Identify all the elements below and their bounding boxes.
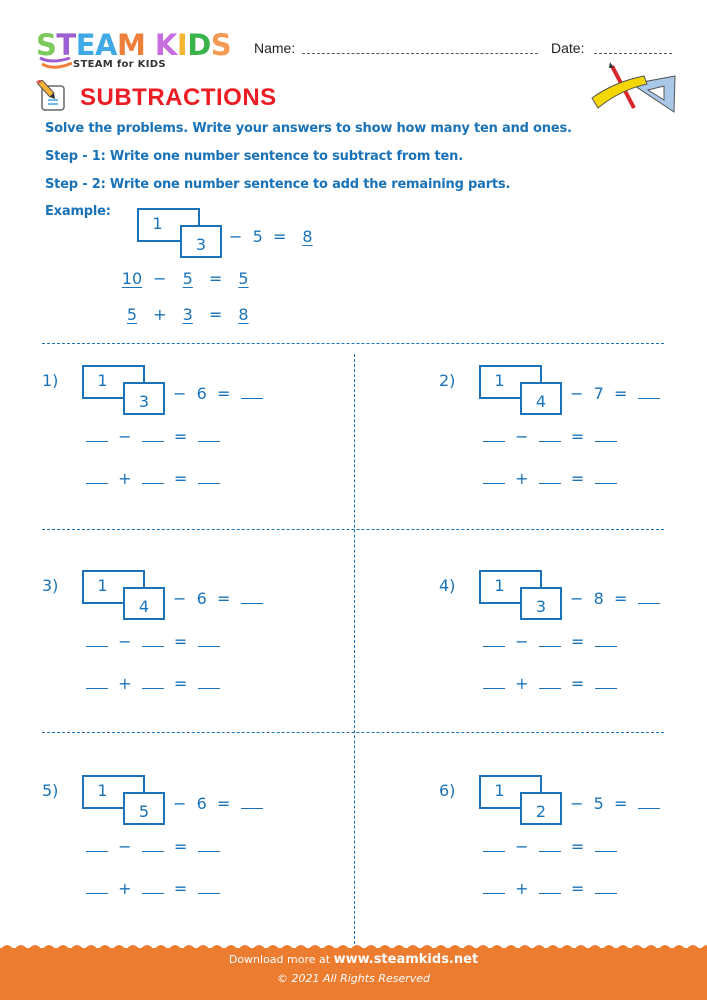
answer-blank[interactable] bbox=[595, 837, 617, 852]
equals-sign: = bbox=[173, 837, 188, 856]
subtrahend: 6 bbox=[196, 794, 207, 813]
name-label: Name: bbox=[254, 40, 296, 56]
answer-blank[interactable] bbox=[483, 674, 505, 689]
problem-5 bbox=[42, 775, 342, 915]
steam-kids-logo bbox=[36, 30, 236, 72]
logo-letter: A bbox=[95, 28, 117, 62]
subtrahend: 7 bbox=[593, 384, 604, 403]
divider-horizontal bbox=[42, 529, 664, 530]
answer-blank[interactable] bbox=[483, 427, 505, 442]
problem-1 bbox=[42, 365, 342, 505]
plus-sign: + bbox=[515, 879, 529, 898]
subtrahend: 6 bbox=[196, 384, 207, 403]
step-2-row bbox=[483, 674, 617, 693]
answer-blank[interactable] bbox=[86, 837, 108, 852]
example-step-2 bbox=[121, 305, 255, 324]
plus-sign: + bbox=[118, 674, 132, 693]
step1-eq: = bbox=[208, 269, 223, 288]
equals-sign: = bbox=[570, 837, 585, 856]
minus-sign: − bbox=[515, 427, 529, 446]
equals-sign: = bbox=[570, 879, 585, 898]
logo-letter: S bbox=[36, 28, 57, 62]
subtrahend: 6 bbox=[196, 589, 207, 608]
logo-letter: T bbox=[56, 28, 76, 62]
answer-blank[interactable] bbox=[142, 674, 164, 689]
minus-sign: − bbox=[515, 837, 529, 856]
problem-number: 5) bbox=[42, 781, 59, 800]
equals-sign: = bbox=[613, 794, 628, 813]
step-1-row bbox=[86, 632, 220, 651]
problem-equation bbox=[173, 384, 263, 403]
tens-box: 1 bbox=[82, 775, 145, 809]
ones-box: 3 bbox=[180, 225, 222, 258]
step1-a: 10 bbox=[121, 269, 143, 288]
tens-box: 1 bbox=[137, 208, 200, 242]
tens-box: 1 bbox=[479, 365, 542, 399]
answer-blank[interactable] bbox=[638, 589, 660, 604]
answer-blank[interactable] bbox=[241, 589, 263, 604]
answer-blank[interactable] bbox=[483, 632, 505, 647]
answer-blank[interactable] bbox=[241, 384, 263, 399]
instruction-step-1: Step - 1: Write one number sentence to subtract from ten. bbox=[45, 149, 463, 164]
plus-sign: + bbox=[515, 469, 529, 488]
equals-sign: = bbox=[272, 227, 287, 246]
ones-box: 3 bbox=[123, 382, 165, 415]
step-1-row bbox=[86, 427, 220, 446]
answer-blank[interactable] bbox=[595, 632, 617, 647]
date-field[interactable] bbox=[594, 53, 672, 54]
subtrahend: 5 bbox=[252, 227, 263, 246]
equals-sign: = bbox=[570, 427, 585, 446]
step1-c: 5 bbox=[238, 269, 249, 288]
subtrahend: 8 bbox=[593, 589, 604, 608]
answer-blank[interactable] bbox=[142, 427, 164, 442]
step-2-row bbox=[483, 469, 617, 488]
ones-box: 5 bbox=[123, 792, 165, 825]
plus-sign: + bbox=[515, 674, 529, 693]
pencil-paper-icon bbox=[36, 80, 68, 112]
ones-box: 4 bbox=[520, 382, 562, 415]
equals-sign: = bbox=[173, 632, 188, 651]
problem-number: 1) bbox=[42, 371, 59, 390]
problem-2 bbox=[439, 365, 699, 505]
answer-blank[interactable] bbox=[638, 794, 660, 809]
logo-swoosh-icon bbox=[38, 54, 74, 72]
minus-sign: − bbox=[229, 227, 243, 246]
answer-blank[interactable] bbox=[86, 632, 108, 647]
logo-letter: D bbox=[187, 28, 211, 62]
step2-op: + bbox=[153, 305, 167, 324]
answer-blank[interactable] bbox=[198, 632, 220, 647]
step2-a: 5 bbox=[126, 305, 138, 324]
equals-sign: = bbox=[570, 469, 585, 488]
tens-box: 1 bbox=[479, 775, 542, 809]
answer-blank[interactable] bbox=[86, 427, 108, 442]
instruction-main: Solve the problems. Write your answers to show how many ten and ones. bbox=[45, 121, 572, 136]
equals-sign: = bbox=[173, 674, 188, 693]
answer-blank[interactable] bbox=[142, 632, 164, 647]
answer-blank[interactable] bbox=[539, 837, 561, 852]
equals-sign: = bbox=[216, 589, 231, 608]
date-label: Date: bbox=[551, 40, 585, 56]
minus-sign: − bbox=[118, 837, 132, 856]
step1-b: 5 bbox=[182, 269, 193, 288]
answer-blank[interactable] bbox=[86, 674, 108, 689]
step-1-row bbox=[86, 837, 220, 856]
minus-sign: − bbox=[118, 427, 132, 446]
answer-blank[interactable] bbox=[595, 674, 617, 689]
logo-letter: K bbox=[154, 28, 177, 62]
answer-blank[interactable] bbox=[241, 794, 263, 809]
minus-sign: − bbox=[173, 589, 187, 608]
answer-blank[interactable] bbox=[483, 837, 505, 852]
answer-blank[interactable] bbox=[86, 879, 108, 894]
divider-horizontal bbox=[42, 732, 664, 733]
problem-number: 6) bbox=[439, 781, 456, 800]
problem-number: 4) bbox=[439, 576, 456, 595]
equals-sign: = bbox=[613, 384, 628, 403]
example-block bbox=[121, 208, 337, 328]
answer-blank[interactable] bbox=[595, 427, 617, 442]
answer-blank[interactable] bbox=[539, 427, 561, 442]
answer-blank[interactable] bbox=[539, 632, 561, 647]
logo-letter: E bbox=[75, 28, 95, 62]
step-2-row bbox=[86, 674, 220, 693]
step2-b: 3 bbox=[182, 305, 193, 324]
tens-box: 1 bbox=[479, 570, 542, 604]
answer-blank[interactable] bbox=[198, 469, 220, 484]
ones-box: 2 bbox=[520, 792, 562, 825]
answer-blank[interactable] bbox=[198, 674, 220, 689]
footer-copyright: © 2021 All Rights Reserved bbox=[276, 972, 430, 985]
step-2-row bbox=[86, 469, 220, 488]
problem-number: 2) bbox=[439, 371, 456, 390]
answer-blank[interactable] bbox=[539, 674, 561, 689]
logo-letter: I bbox=[176, 28, 188, 62]
problem-number: 3) bbox=[42, 576, 59, 595]
example-step-1 bbox=[121, 269, 255, 288]
equals-sign: = bbox=[613, 589, 628, 608]
minus-sign: − bbox=[570, 384, 584, 403]
step-1-row bbox=[483, 427, 617, 446]
step2-eq: = bbox=[208, 305, 223, 324]
ones-box: 3 bbox=[520, 587, 562, 620]
name-field[interactable] bbox=[302, 53, 538, 54]
plus-sign: + bbox=[118, 879, 132, 898]
equals-sign: = bbox=[173, 879, 188, 898]
divider-horizontal bbox=[42, 343, 664, 344]
step2-c: 8 bbox=[238, 305, 249, 324]
answer-blank[interactable] bbox=[539, 879, 561, 894]
subtrahend: 5 bbox=[593, 794, 604, 813]
answer-blank[interactable] bbox=[198, 427, 220, 442]
minus-sign: − bbox=[173, 794, 187, 813]
equals-sign: = bbox=[570, 674, 585, 693]
tens-box: 1 bbox=[82, 365, 145, 399]
problem-3 bbox=[42, 570, 342, 710]
answer-blank[interactable] bbox=[142, 879, 164, 894]
page-title: SUBTRACTIONS bbox=[80, 84, 277, 111]
ones-box: 4 bbox=[123, 587, 165, 620]
minus-sign: − bbox=[570, 589, 584, 608]
step-2-row bbox=[483, 879, 617, 898]
minus-sign: − bbox=[118, 632, 132, 651]
answer-blank[interactable] bbox=[595, 879, 617, 894]
answer-blank[interactable] bbox=[198, 879, 220, 894]
minus-sign: − bbox=[173, 384, 187, 403]
step-1-row bbox=[483, 632, 617, 651]
answer-blank[interactable] bbox=[595, 469, 617, 484]
logo-subtitle: STEAM for KIDS bbox=[73, 59, 166, 70]
step-1-row bbox=[483, 837, 617, 856]
equals-sign: = bbox=[173, 469, 188, 488]
problem-equation bbox=[570, 384, 660, 403]
equals-sign: = bbox=[570, 632, 585, 651]
footer-download bbox=[0, 952, 707, 967]
equals-sign: = bbox=[173, 427, 188, 446]
answer-blank[interactable] bbox=[86, 469, 108, 484]
download-prefix: Download more at bbox=[228, 953, 331, 966]
answer-blank[interactable] bbox=[483, 879, 505, 894]
answer-blank[interactable] bbox=[638, 384, 660, 399]
step1-op: − bbox=[153, 269, 167, 288]
problem-equation bbox=[570, 589, 660, 608]
problem-equation bbox=[570, 794, 660, 813]
problem-equation bbox=[173, 589, 263, 608]
logo-letter: M bbox=[116, 28, 146, 62]
answer-blank[interactable] bbox=[142, 837, 164, 852]
tens-box: 1 bbox=[82, 570, 145, 604]
logo-letter: S bbox=[210, 28, 232, 62]
minus-sign: − bbox=[570, 794, 584, 813]
problem-6 bbox=[439, 775, 699, 915]
equals-sign: = bbox=[216, 794, 231, 813]
example-label: Example: bbox=[45, 204, 111, 219]
problem-4 bbox=[439, 570, 699, 710]
problem-equation bbox=[173, 794, 263, 813]
equals-sign: = bbox=[216, 384, 231, 403]
minus-sign: − bbox=[515, 632, 529, 651]
answer-blank[interactable] bbox=[142, 469, 164, 484]
logo-letter bbox=[145, 28, 155, 62]
instruction-step-2: Step - 2: Write one number sentence to add the remaining parts. bbox=[45, 177, 511, 192]
footer-link[interactable]: www.steamkids.net bbox=[333, 952, 479, 967]
example-equation bbox=[229, 227, 319, 246]
plus-sign: + bbox=[118, 469, 132, 488]
answer-blank[interactable] bbox=[539, 469, 561, 484]
ruler-pencil-triangle-icon bbox=[590, 62, 680, 114]
example-answer: 8 bbox=[302, 227, 313, 246]
answer-blank[interactable] bbox=[198, 837, 220, 852]
divider-vertical bbox=[354, 354, 355, 944]
answer-blank[interactable] bbox=[483, 469, 505, 484]
step-2-row bbox=[86, 879, 220, 898]
